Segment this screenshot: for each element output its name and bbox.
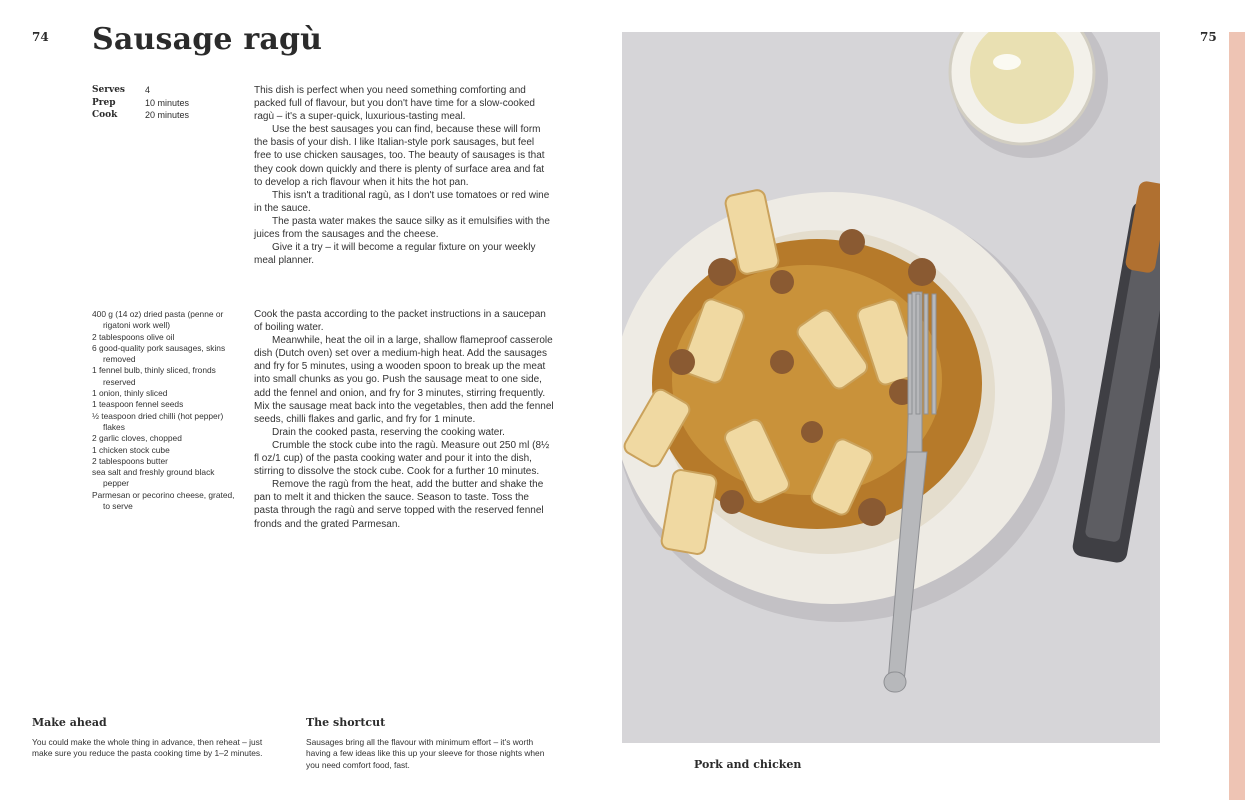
intro-paragraph: This dish is perfect when you need something comforting and packed full of flavour, but you don't have time for a slow-cooked ragù – it's a super-quick, luxurious-tasting meal. <box>254 85 535 123</box>
ingredient-item: 6 good-quality pork sausages, skins removed <box>92 342 226 365</box>
sausage-ragu-photo <box>622 32 1160 743</box>
meta-label: Prep <box>92 97 116 108</box>
method-step: Crumble the stock cube into the ragù. Measure out 250 ml (8½ fl oz/1 cup) of the pasta cooking water and pour it into the dish, stirring to dissolve the stock cube. Cook for a further 10 minutes. <box>254 439 550 478</box>
method-text <box>254 308 554 531</box>
ingredient-item: sea salt and freshly ground black pepper <box>92 467 215 489</box>
ingredient-item: 1 fennel bulb, thinly sliced, fronds reserved <box>92 365 216 387</box>
page-number-right: 75 <box>1200 30 1217 44</box>
intro-paragraph: The pasta water makes the sauce silky as it emulsifies with the juices from the sausages and the cheese. <box>254 215 550 241</box>
method-step: Cook the pasta according to the packet instructions in a saucepan of boiling water. <box>254 309 546 334</box>
recipe-title: Sausage ragù <box>92 22 323 57</box>
ingredients-list <box>92 309 242 512</box>
accent-strip <box>1229 32 1245 800</box>
ingredient-item: 2 tablespoons olive oil <box>92 331 175 342</box>
chapter-name: Pork and chicken <box>694 758 802 771</box>
meta-prep <box>92 97 189 110</box>
ingredient-item: 400 g (14 oz) dried pasta (penne or rigatoni work well) <box>92 309 224 331</box>
shortcut-text: Sausages bring all the flavour with minimum effort – it's worth having a few ideas like this up your sleeve for those nights when you need comfort food, fast. <box>306 737 545 770</box>
intro-text <box>254 84 554 267</box>
ingredient-item: ½ teaspoon dried chilli (hot pepper) flakes <box>92 410 224 432</box>
shortcut-heading: The shortcut <box>306 716 386 729</box>
intro-paragraph: This isn't a traditional ragù, as I don't use tomatoes or red wine in the sauce. <box>254 189 550 214</box>
page-number-left: 74 <box>32 30 49 44</box>
ingredient-item: Parmesan or pecorino cheese, grated, to serve <box>92 489 235 512</box>
meta-value: 4 <box>145 85 151 95</box>
meta-serves <box>92 84 189 97</box>
method-step: Meanwhile, heat the oil in a large, shallow flameproof casserole dish (Dutch oven) set over a medium-high heat. Add the sausages and fry for 5 minutes, using a wooden spoon to break up the meat into small chunks as you go. Push the sausage meat to one side, add the fennel and onion, and fry for 3 minutes, stirring frequently. Mix the sausage meat back into the vegetables, then add the fennel seeds, chilli flakes and garlic, and fry for 1 minute. <box>254 335 554 425</box>
recipe-meta <box>92 84 189 122</box>
ingredient-item: 2 tablespoons butter <box>92 455 168 466</box>
make-ahead-heading: Make ahead <box>32 716 107 729</box>
meta-value: 10 minutes <box>145 97 190 108</box>
intro-paragraph: Use the best sausages you can find, because these will form the basis of your dish. I like Italian-style pork sausages, but feel free to use chicken sausages, too. The beauty of sausages is that they cook down quickly and there is plenty of surface area and fat to develop a rich flavour when it hits the hot pan. <box>254 124 545 188</box>
meta-value: 20 minutes <box>145 110 190 121</box>
method-step: Remove the ragù from the heat, add the butter and shake the pan to melt it and thicken the sauce. Season to taste. Toss the pasta through the ragù and serve topped with the reserved fennel fronds and the grated Parmesan. <box>254 479 544 530</box>
ingredient-item: 1 chicken stock cube <box>92 444 170 455</box>
ingredient-item: 2 garlic cloves, chopped <box>92 433 182 444</box>
meta-label: Serves <box>92 85 125 95</box>
method-step: Drain the cooked pasta, reserving the cooking water. <box>272 426 505 438</box>
meta-cook <box>92 109 189 122</box>
meta-label: Cook <box>92 110 118 121</box>
ingredient-item: 1 teaspoon fennel seeds <box>92 399 184 410</box>
intro-paragraph: Give it a try – it will become a regular fixture on your weekly meal planner. <box>254 242 536 267</box>
ingredient-item: 1 onion, thinly sliced <box>92 388 168 399</box>
make-ahead-text: You could make the whole thing in advance, then reheat – just make sure you reduce the pasta cooking time by 1–2 minutes. <box>32 737 263 759</box>
